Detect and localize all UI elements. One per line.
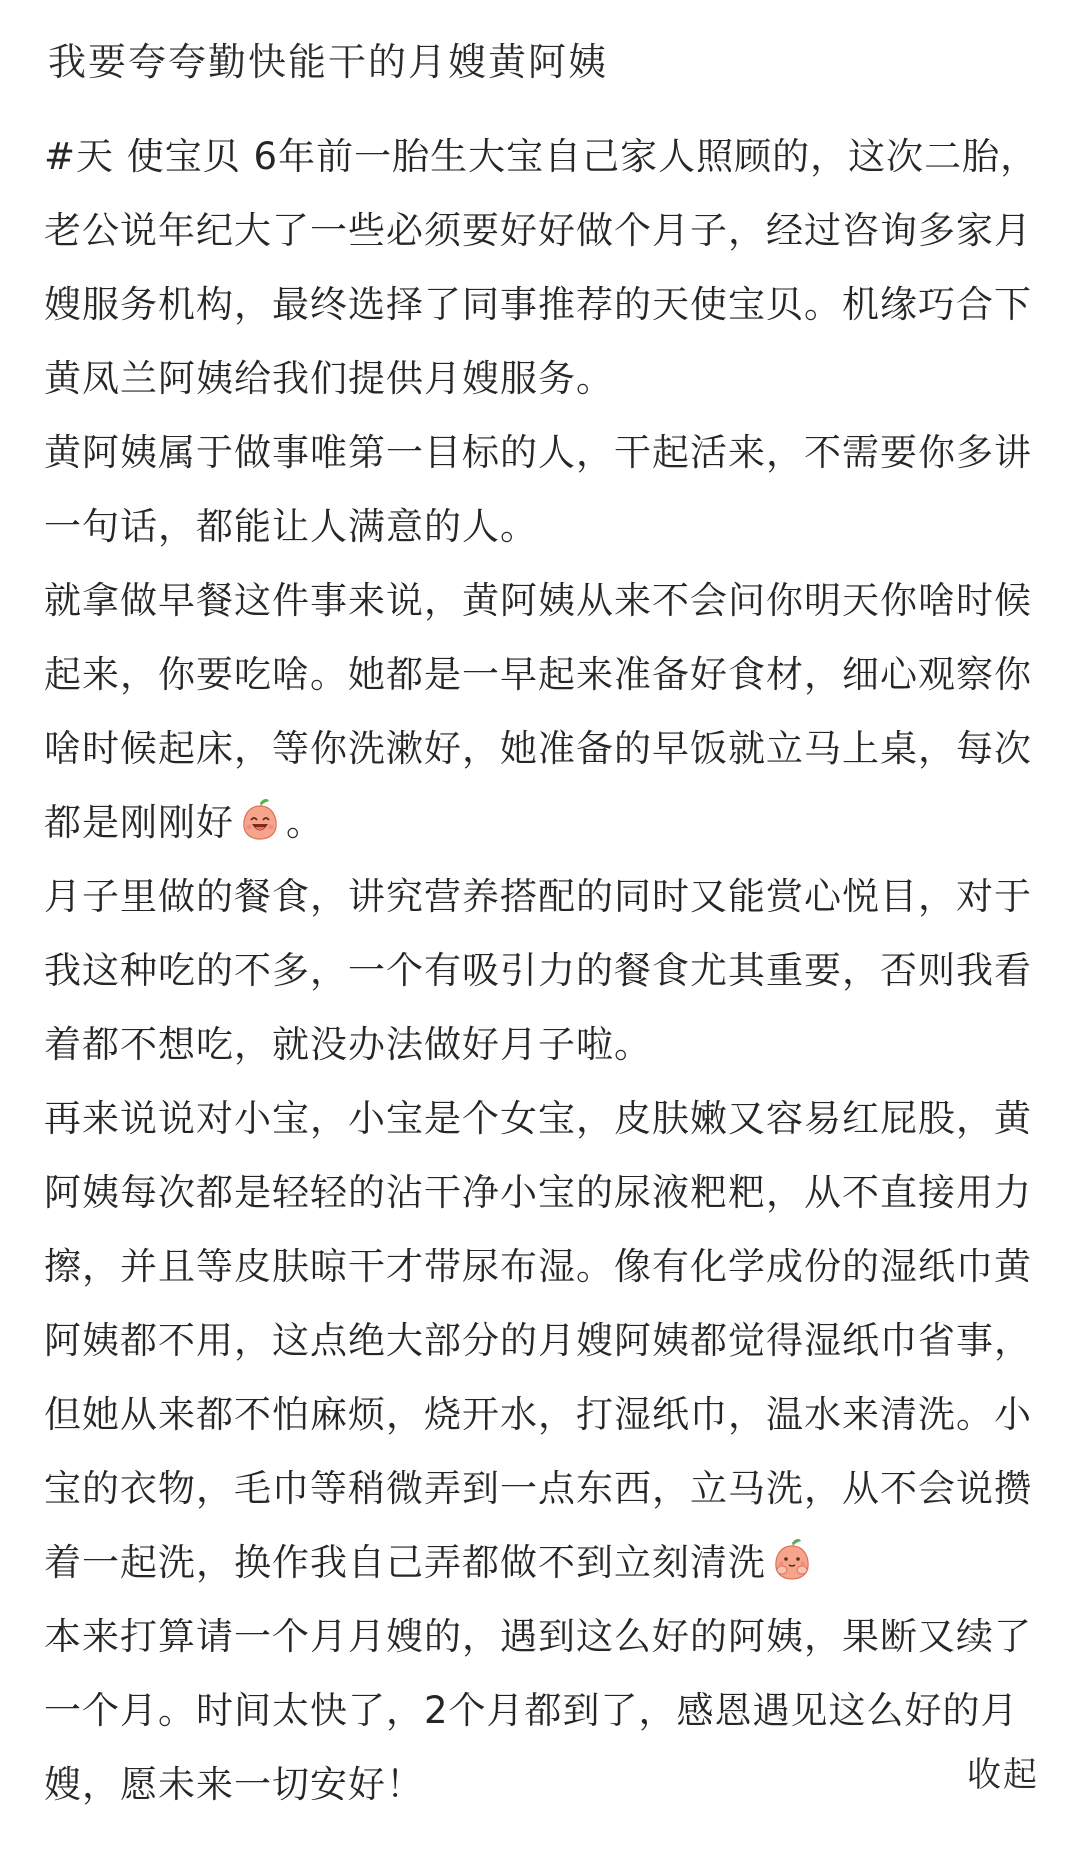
collapse-link[interactable]: 收起 <box>967 1755 1039 1795</box>
peach-shy-emoji-icon <box>772 1537 812 1581</box>
paragraph-text-after: 。 <box>286 801 324 844</box>
paragraph-5 <box>44 1082 1044 1600</box>
paragraph-text: 再来说说对小宝，小宝是个女宝，皮肤嫩又容易红屁股，黄阿姨每次都是轻轻的沾干净小宝的尿液粑粑，从不直接用力擦，并且等皮肤晾干才带尿布湿。像有化学成份的湿纸巾黄阿姨都不用，这点绝大部分的月嫂阿姨都觉得湿纸巾省事，但她从来都不怕麻烦，烧开水，打湿纸巾，温水来清洗。小宝的衣物，毛巾等稍微弄到一点东西，立马洗，从不会说攒着一起洗，换作我自己弄都做不到立刻清洗 <box>44 1097 1032 1584</box>
paragraph-4 <box>44 860 1044 1082</box>
peach-laugh-emoji-icon <box>240 797 280 841</box>
paragraph-text: 本来打算请一个月月嫂的，遇到这么好的阿姨，果断又续了一个月。时间太快了，2个月都到了，感恩遇见这么好的月嫂，愿未来一切安好！ <box>44 1615 1032 1806</box>
paragraph-text: 黄阿姨属于做事唯第一目标的人，干起活来，不需要你多讲一句话，都能让人满意的人。 <box>44 431 1032 548</box>
paragraph-text: 就拿做早餐这件事来说，黄阿姨从来不会问你明天你啥时候起来，你要吃啥。她都是一早起来准备好食材，细心观察你啥时候起床，等你洗漱好，她准备的早饭就立马上桌，每次都是刚刚好 <box>44 579 1032 844</box>
post-title: 我要夸夸勤快能干的月嫂黄阿姨 <box>48 40 609 84</box>
paragraph-1 <box>44 120 1044 416</box>
post-body <box>44 120 1044 1822</box>
paragraph-3 <box>44 564 1044 860</box>
paragraph-2 <box>44 416 1044 564</box>
paragraph-text: #天 使宝贝 6年前一胎生大宝自己家人照顾的，这次二胎，老公说年纪大了一些必须要好好做个月子，经过咨询多家月嫂服务机构，最终选择了同事推荐的天使宝贝。机缘巧合下黄凤兰阿姨给我们提供月嫂服务。 <box>44 135 1039 400</box>
paragraph-6 <box>44 1600 1044 1822</box>
paragraph-text: 月子里做的餐食，讲究营养搭配的同时又能赏心悦目，对于我这种吃的不多，一个有吸引力的餐食尤其重要，否则我看着都不想吃，就没办法做好月子啦。 <box>44 875 1032 1066</box>
